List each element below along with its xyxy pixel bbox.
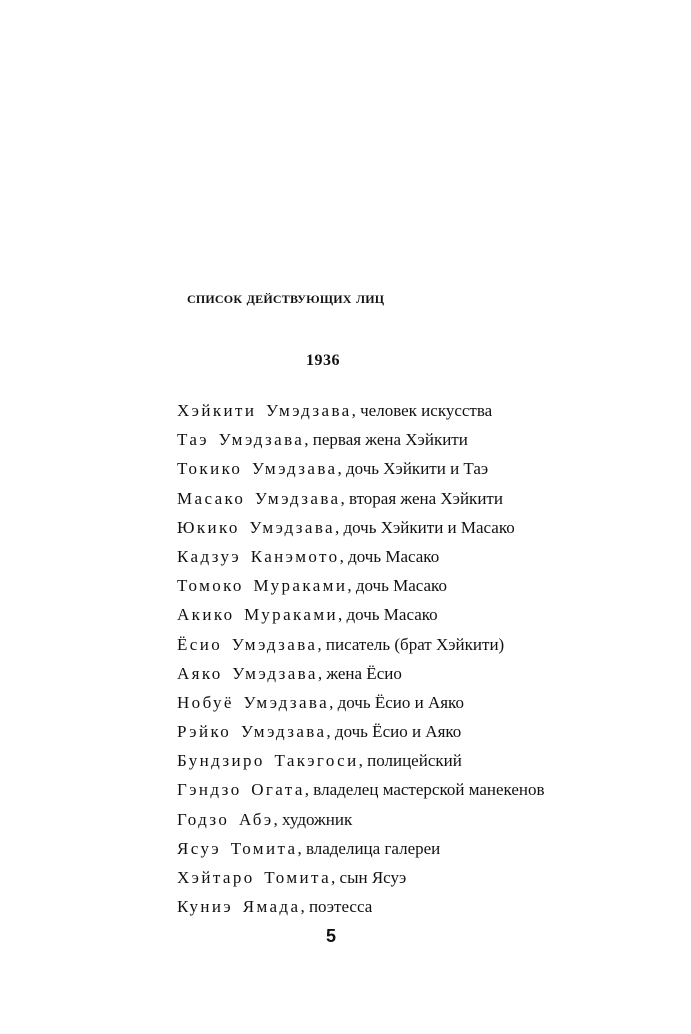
character-role: , первая жена Хэйкити [304, 430, 468, 450]
character-role: , владелица галереи [297, 838, 441, 858]
character-name: Куниэ Ямада [177, 897, 301, 917]
character-role: , дочь Масако [339, 546, 440, 566]
character-role: , человек искусства [351, 401, 493, 420]
character-name: Токико Умэдзава [177, 459, 338, 479]
character-name: Годзо Абэ [177, 809, 274, 829]
character-role: , вторая жена Хэйкити [340, 488, 503, 508]
character-name: Хэйтаро Томита [177, 868, 332, 887]
character-role: , жена Ёсио [317, 663, 402, 683]
character-role: , сын Ясуэ [331, 868, 407, 887]
section-heading: список действующих лиц [187, 288, 385, 307]
character-role: , полицейский [358, 751, 462, 771]
cast-entry [177, 805, 545, 834]
cast-list [177, 396, 545, 921]
cast-entry [177, 834, 545, 863]
character-role: , дочь Хэйкити и Масако [334, 517, 515, 537]
character-name: Ёсио Умэдзава [177, 634, 318, 654]
cast-entry [177, 688, 545, 717]
cast-entry [177, 863, 545, 892]
character-name: Аяко Умэдзава [177, 663, 318, 683]
character-name: Таэ Умэдзава [177, 430, 305, 450]
cast-entry [177, 454, 545, 483]
cast-entry [177, 659, 545, 688]
character-role: , писатель (брат Хэйкити) [317, 634, 505, 654]
cast-entry [177, 717, 545, 746]
cast-entry [177, 571, 545, 600]
cast-entry [177, 484, 545, 513]
cast-entry [177, 513, 545, 542]
page-number: 5 [325, 926, 336, 946]
character-role: , поэтесса [300, 897, 373, 917]
character-name: Кадзуэ Канэмото [177, 546, 340, 566]
character-name: Томоко Мураками [177, 576, 348, 596]
character-name: Рэйко Умэдзава [177, 722, 327, 742]
cast-entry [177, 425, 545, 454]
character-role: , дочь Ёсио и Аяко [329, 692, 464, 712]
character-role: , художник [273, 809, 353, 829]
character-name: Масако Умэдзава [177, 488, 341, 508]
cast-entry [177, 630, 545, 659]
year-subheading: 1936 [306, 352, 340, 369]
character-name: Юкико Умэдзава [177, 517, 335, 537]
cast-entry [177, 775, 545, 804]
cast-entry [177, 600, 545, 629]
character-role: , дочь Ёсио и Аяко [326, 722, 462, 742]
character-name: Хэйкити Умэдзава [177, 401, 352, 420]
character-name: Нобуё Умэдзава [177, 692, 330, 712]
character-role: , дочь Масако [347, 576, 447, 596]
cast-entry [177, 892, 545, 921]
cast-entry [177, 542, 545, 571]
character-role: , владелец мастерской манекенов [304, 780, 545, 800]
character-name: Гэндзо Огата [177, 780, 305, 800]
cast-entry [177, 746, 545, 775]
character-name: Бундзиро Такэгоси [177, 751, 359, 771]
cast-entry [177, 396, 545, 425]
character-name: Ясуэ Томита [177, 838, 298, 858]
character-role: , дочь Хэйкити и Таэ [337, 459, 489, 479]
character-role: , дочь Масако [338, 605, 438, 625]
character-name: Акико Мураками [177, 605, 339, 625]
